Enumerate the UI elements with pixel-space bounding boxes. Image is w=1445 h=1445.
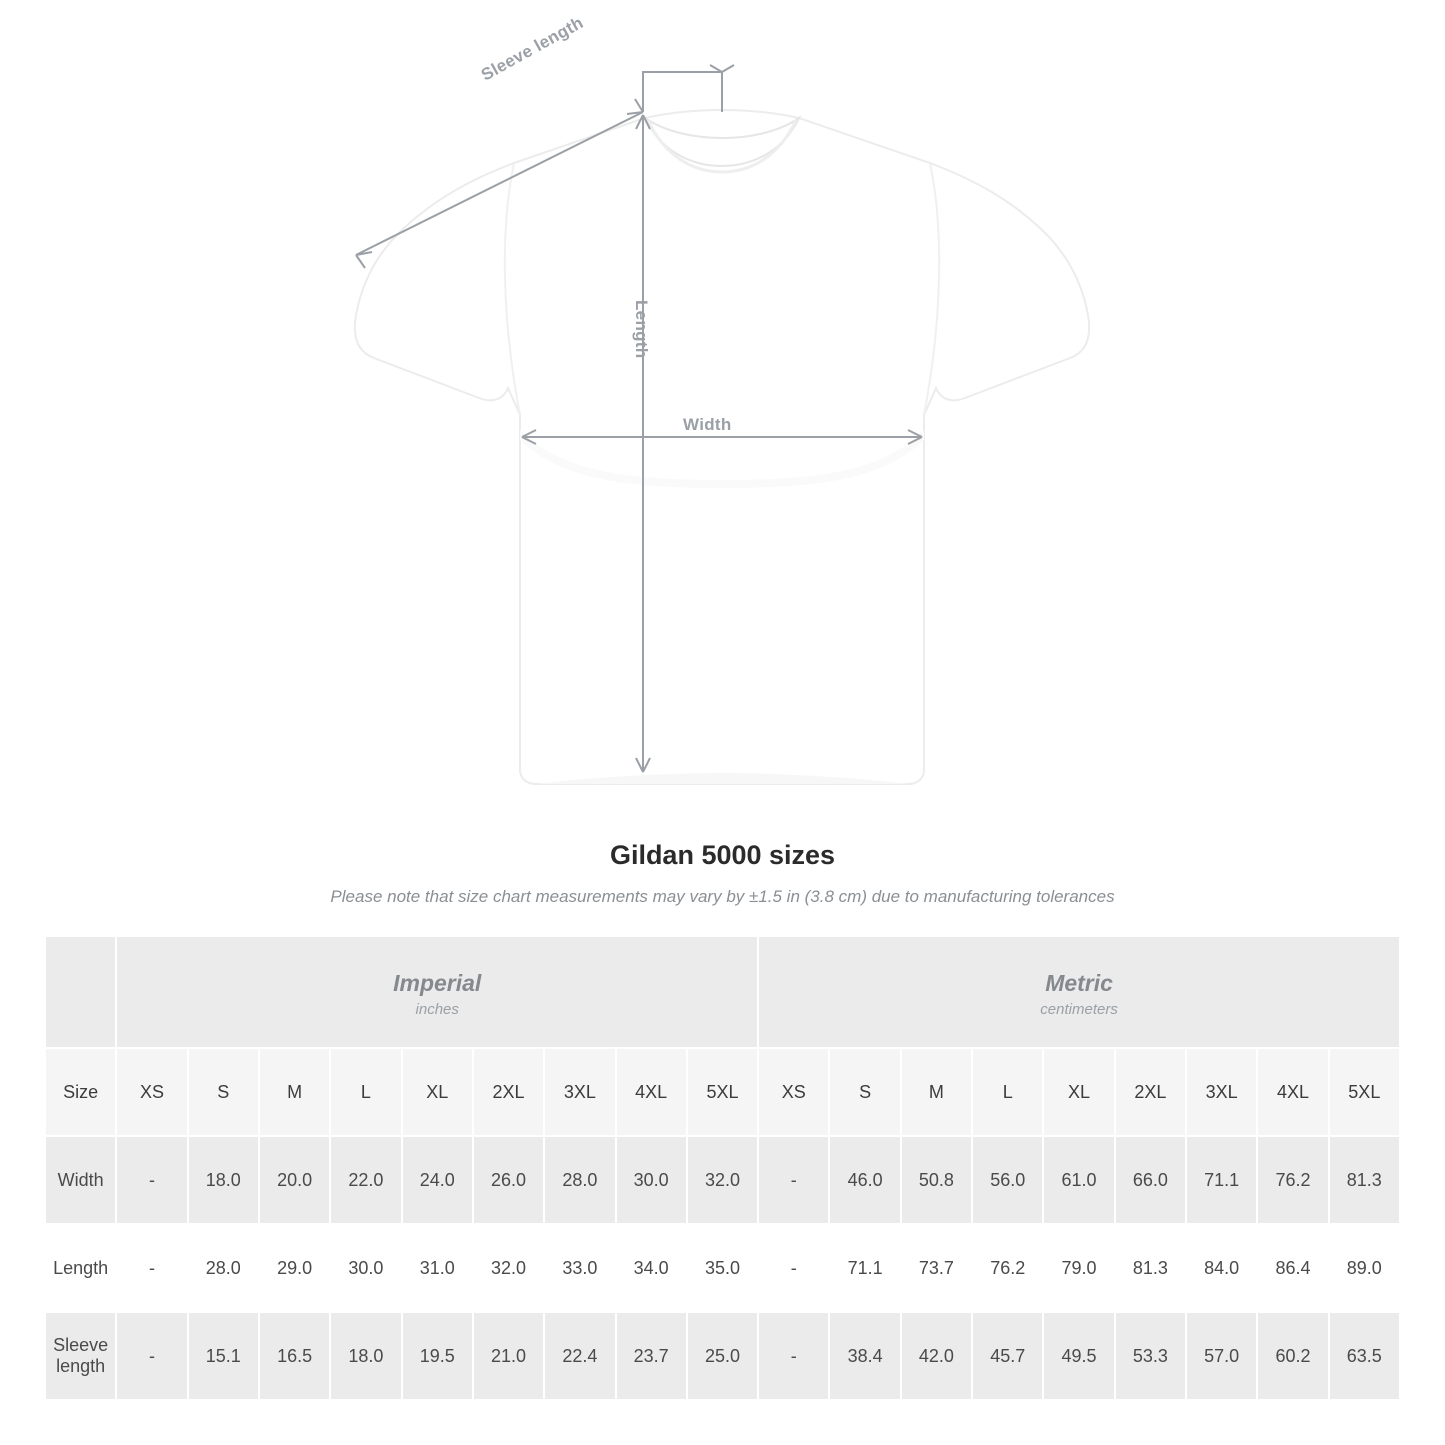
cell-sleeve-metric-3xl: 57.0 — [1186, 1312, 1257, 1400]
size-header-metric-4xl: 4XL — [1257, 1048, 1328, 1136]
unit-header-metric — [758, 936, 1400, 1048]
cell-width-metric-m: 50.8 — [901, 1136, 972, 1224]
cell-length-metric-l: 76.2 — [972, 1224, 1043, 1312]
width-label: Width — [683, 415, 732, 434]
cell-sleeve-metric-m: 42.0 — [901, 1312, 972, 1400]
size-header-row — [45, 1048, 1400, 1136]
row-label-sleeve-length: Sleeve length — [45, 1312, 116, 1400]
length-label: Length — [632, 300, 651, 359]
size-header-imperial-4xl: 4XL — [616, 1048, 687, 1136]
cell-sleeve-imperial-5xl: 25.0 — [687, 1312, 758, 1400]
cell-width-imperial-2xl: 26.0 — [473, 1136, 544, 1224]
cell-length-imperial-2xl: 32.0 — [473, 1224, 544, 1312]
title-block — [0, 840, 1445, 907]
cell-sleeve-imperial-s: 15.1 — [188, 1312, 259, 1400]
cell-width-imperial-xs: - — [116, 1136, 187, 1224]
cell-sleeve-metric-5xl: 63.5 — [1329, 1312, 1400, 1400]
cell-length-metric-5xl: 89.0 — [1329, 1224, 1400, 1312]
size-header-metric-xl: XL — [1043, 1048, 1114, 1136]
cell-width-metric-xs: - — [758, 1136, 829, 1224]
unit-sub-metric: centimeters — [1040, 1000, 1118, 1018]
cell-length-metric-2xl: 81.3 — [1115, 1224, 1186, 1312]
cell-width-metric-2xl: 66.0 — [1115, 1136, 1186, 1224]
cell-sleeve-imperial-2xl: 21.0 — [473, 1312, 544, 1400]
cell-width-metric-5xl: 81.3 — [1329, 1136, 1400, 1224]
cell-width-imperial-l: 22.0 — [330, 1136, 401, 1224]
cell-length-metric-xl: 79.0 — [1043, 1224, 1114, 1312]
cell-length-metric-xs: - — [758, 1224, 829, 1312]
cell-length-metric-m: 73.7 — [901, 1224, 972, 1312]
size-header-imperial-s: S — [188, 1048, 259, 1136]
cell-length-imperial-3xl: 33.0 — [544, 1224, 615, 1312]
size-header-metric-3xl: 3XL — [1186, 1048, 1257, 1136]
cell-sleeve-metric-xl: 49.5 — [1043, 1312, 1114, 1400]
cell-length-imperial-s: 28.0 — [188, 1224, 259, 1312]
cell-length-imperial-xl: 31.0 — [402, 1224, 473, 1312]
unit-header-row — [45, 936, 1400, 1048]
size-header-imperial-xs: XS — [116, 1048, 187, 1136]
cell-width-metric-l: 56.0 — [972, 1136, 1043, 1224]
size-header-cell: Size — [45, 1048, 116, 1136]
size-header-imperial-2xl: 2XL — [473, 1048, 544, 1136]
size-header-imperial-3xl: 3XL — [544, 1048, 615, 1136]
cell-length-imperial-4xl: 34.0 — [616, 1224, 687, 1312]
size-header-metric-2xl: 2XL — [1115, 1048, 1186, 1136]
cell-length-metric-4xl: 86.4 — [1257, 1224, 1328, 1312]
cell-sleeve-metric-2xl: 53.3 — [1115, 1312, 1186, 1400]
row-label-width: Width — [45, 1136, 116, 1224]
cell-sleeve-imperial-xs: - — [116, 1312, 187, 1400]
sleeve-length-label: Sleeve length — [478, 12, 587, 85]
size-header-imperial-l: L — [330, 1048, 401, 1136]
size-header-metric-l: L — [972, 1048, 1043, 1136]
cell-sleeve-metric-xs: - — [758, 1312, 829, 1400]
table-row — [45, 1312, 1400, 1400]
unit-name-imperial: Imperial — [393, 970, 482, 997]
cell-width-imperial-xl: 24.0 — [402, 1136, 473, 1224]
cell-sleeve-metric-4xl: 60.2 — [1257, 1312, 1328, 1400]
size-header-metric-5xl: 5XL — [1329, 1048, 1400, 1136]
unit-name-metric: Metric — [1045, 970, 1113, 997]
table-row — [45, 1136, 1400, 1224]
unit-header-imperial — [116, 936, 758, 1048]
cell-sleeve-imperial-l: 18.0 — [330, 1312, 401, 1400]
size-table — [44, 935, 1401, 1401]
cell-length-metric-s: 71.1 — [829, 1224, 900, 1312]
cell-sleeve-imperial-m: 16.5 — [259, 1312, 330, 1400]
tolerance-note: Please note that size chart measurements may vary by ±1.5 in (3.8 cm) due to manufacturing tolerances — [330, 887, 1115, 906]
cell-length-imperial-m: 29.0 — [259, 1224, 330, 1312]
size-header-metric-s: S — [829, 1048, 900, 1136]
cell-length-imperial-l: 30.0 — [330, 1224, 401, 1312]
cell-width-metric-xl: 61.0 — [1043, 1136, 1114, 1224]
cell-width-metric-4xl: 76.2 — [1257, 1136, 1328, 1224]
page-title: Gildan 5000 sizes — [609, 840, 836, 870]
size-header-metric-xs: XS — [758, 1048, 829, 1136]
size-table-wrap — [44, 935, 1401, 1401]
size-header-imperial-xl: XL — [402, 1048, 473, 1136]
row-label-length: Length — [45, 1224, 116, 1312]
cell-length-metric-3xl: 84.0 — [1186, 1224, 1257, 1312]
tshirt-shape — [355, 110, 1089, 784]
size-header-imperial-m: M — [259, 1048, 330, 1136]
cell-sleeve-imperial-4xl: 23.7 — [616, 1312, 687, 1400]
table-row — [45, 1224, 1400, 1312]
cell-length-imperial-xs: - — [116, 1224, 187, 1312]
cell-sleeve-metric-l: 45.7 — [972, 1312, 1043, 1400]
cell-sleeve-metric-s: 38.4 — [829, 1312, 900, 1400]
cell-width-imperial-3xl: 28.0 — [544, 1136, 615, 1224]
cell-width-imperial-5xl: 32.0 — [687, 1136, 758, 1224]
cell-width-metric-3xl: 71.1 — [1186, 1136, 1257, 1224]
size-header-metric-m: M — [901, 1048, 972, 1136]
unit-header-corner — [45, 936, 116, 1048]
unit-sub-imperial: inches — [415, 1000, 459, 1018]
cell-sleeve-imperial-xl: 19.5 — [402, 1312, 473, 1400]
cell-width-imperial-s: 18.0 — [188, 1136, 259, 1224]
size-header-imperial-5xl: 5XL — [687, 1048, 758, 1136]
cell-width-metric-s: 46.0 — [829, 1136, 900, 1224]
cell-width-imperial-4xl: 30.0 — [616, 1136, 687, 1224]
cell-sleeve-imperial-3xl: 22.4 — [544, 1312, 615, 1400]
cell-width-imperial-m: 20.0 — [259, 1136, 330, 1224]
cell-length-imperial-5xl: 35.0 — [687, 1224, 758, 1312]
